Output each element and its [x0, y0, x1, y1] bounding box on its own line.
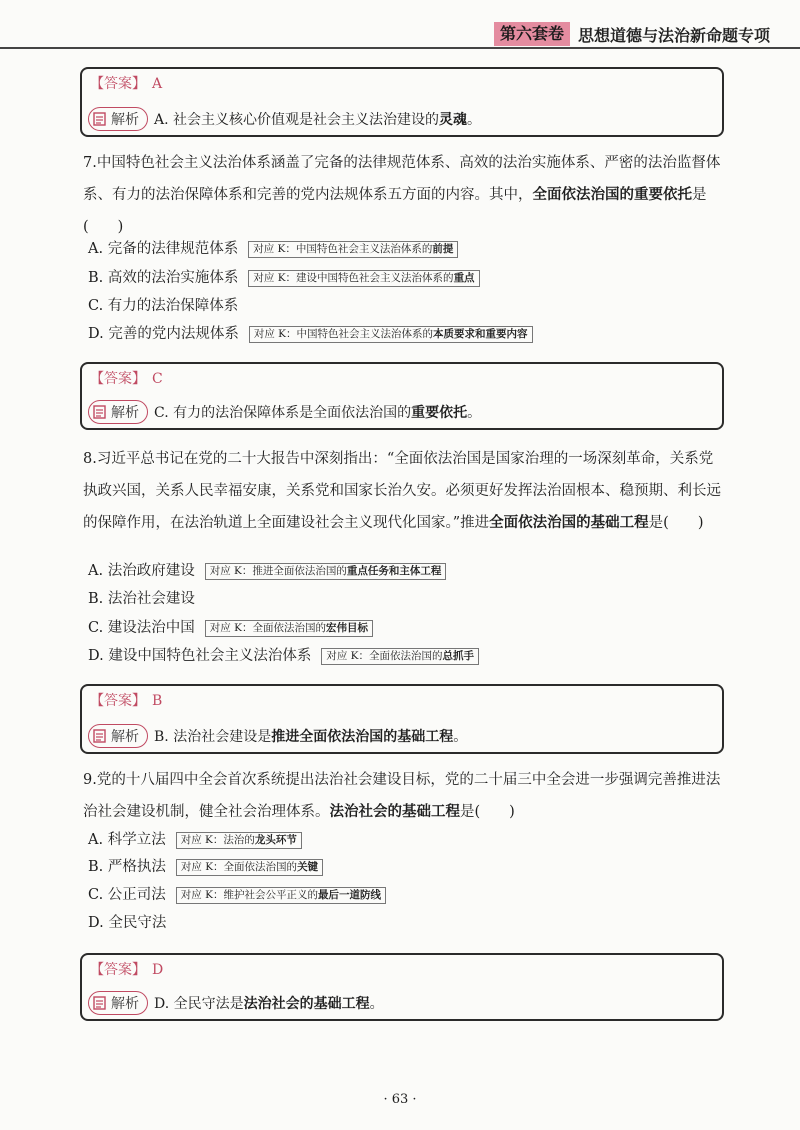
- question-8: 8.习近平总书记在党的二十大报告中深刻指出：“全面依法治国是国家治理的一场深刻革命，关系党执政兴国，关系人民幸福安康，关系党和国家长治久安。必须更好发挥法治固根本、稳预期、利长远的保障作用，在法治轨道上全面建设社会主义现代化国家。”推进全面依法治国的基础工程是( ): [83, 451, 721, 531]
- answer-row: 【答案】 D: [90, 962, 164, 978]
- document-icon: [93, 112, 106, 126]
- option-8c[interactable]: C. 建设法治中国 对应 K：全面依法治国的宏伟目标: [88, 615, 373, 641]
- explain-badge: 解析: [88, 400, 148, 424]
- option-7d[interactable]: D. 完善的党内法规体系 对应 K：中国特色社会主义法治体系的本质要求和重要内容: [88, 321, 533, 347]
- option-7c[interactable]: C. 有力的法治保障体系: [88, 298, 239, 314]
- option-8b[interactable]: B. 法治社会建设: [88, 591, 195, 607]
- document-icon: [93, 996, 106, 1010]
- option-7a[interactable]: A. 完备的法律规范体系 对应 K：中国特色社会主义法治体系的前提: [88, 236, 458, 262]
- answer-letter: C: [152, 371, 163, 387]
- option-9d[interactable]: D. 全民守法: [88, 915, 167, 931]
- option-9c[interactable]: C. 公正司法 对应 K：维护社会公平正义的最后一道防线: [88, 882, 386, 908]
- option-7b[interactable]: B. 高效的法治实施体系 对应 K：建设中国特色社会主义法治体系的重点: [88, 265, 480, 291]
- header-title: 思想道德与法治新命题专项: [577, 25, 770, 45]
- knowledge-tag: 对应 K：全面依法治国的总抓手: [321, 648, 479, 665]
- page-number: · 63 ·: [383, 1092, 417, 1107]
- answer-box-7: [80, 362, 724, 430]
- knowledge-tag: 对应 K：推进全面依法治国的重点任务和主体工程: [205, 563, 447, 580]
- answer-letter: A: [152, 76, 163, 92]
- answer-box-8: [80, 684, 724, 754]
- answer-row: 【答案】 C: [90, 371, 163, 387]
- answer-box-6: [80, 67, 724, 137]
- option-9a[interactable]: A. 科学立法 对应 K：法治的龙头环节: [88, 827, 302, 853]
- question-9: 9.党的十八届四中全会首次系统提出法治社会建设目标，党的二十届三中全会进一步强调完善推进法治社会建设机制，健全社会治理体系。法治社会的基础工程是( ): [83, 772, 721, 820]
- explain-badge: 解析: [88, 107, 148, 131]
- knowledge-tag: 对应 K：中国特色社会主义法治体系的本质要求和重要内容: [249, 326, 533, 343]
- page-header: [494, 22, 770, 46]
- answer-box-9: [80, 953, 724, 1021]
- document-icon: [93, 729, 106, 743]
- option-8a[interactable]: A. 法治政府建设 对应 K：推进全面依法治国的重点任务和主体工程: [88, 558, 446, 584]
- option-8d[interactable]: D. 建设中国特色社会主义法治体系 对应 K：全面依法治国的总抓手: [88, 643, 479, 669]
- explanation-row: 解析 B. 法治社会建设是 推进全面依法治国的基础工程 。: [88, 724, 467, 748]
- document-icon: [93, 405, 106, 419]
- answer-row: 【答案】 B: [90, 693, 163, 709]
- answer-letter: B: [152, 693, 163, 709]
- explanation-row: 解析 C. 有力的法治保障体系是全面依法治国的 重要依托 。: [88, 400, 481, 424]
- knowledge-tag: 对应 K：全面依法治国的宏伟目标: [205, 620, 373, 637]
- header-divider: [0, 47, 800, 49]
- question-7: 7.中国特色社会主义法治体系涵盖了完备的法律规范体系、高效的法治实施体系、严密的法治监督体系、有力的法治保障体系和完善的党内法规体系五方面的内容。其中，全面依法治国的重要依托是( ): [83, 155, 721, 235]
- knowledge-tag: 对应 K：维护社会公平正义的最后一道防线: [176, 887, 386, 904]
- knowledge-tag: 对应 K：建设中国特色社会主义法治体系的重点: [248, 270, 479, 287]
- explain-badge: 解析: [88, 991, 148, 1015]
- answer-row: 【答案】 A: [90, 76, 163, 92]
- option-9b[interactable]: B. 严格执法 对应 K：全面依法治国的关键: [88, 854, 323, 880]
- knowledge-tag: 对应 K：中国特色社会主义法治体系的前提: [248, 241, 458, 258]
- knowledge-tag: 对应 K：全面依法治国的关键: [176, 859, 323, 876]
- explain-badge: 解析: [88, 724, 148, 748]
- explanation-row: 解析 D. 全民守法是 法治社会的基础工程 。: [88, 991, 384, 1015]
- knowledge-tag: 对应 K：法治的龙头环节: [176, 832, 302, 849]
- explanation-row: 解析 A. 社会主义核心价值观是社会主义法治建设的 灵魂 。: [88, 107, 481, 131]
- answer-letter: D: [152, 962, 164, 978]
- set-badge: 第六套卷: [494, 22, 570, 46]
